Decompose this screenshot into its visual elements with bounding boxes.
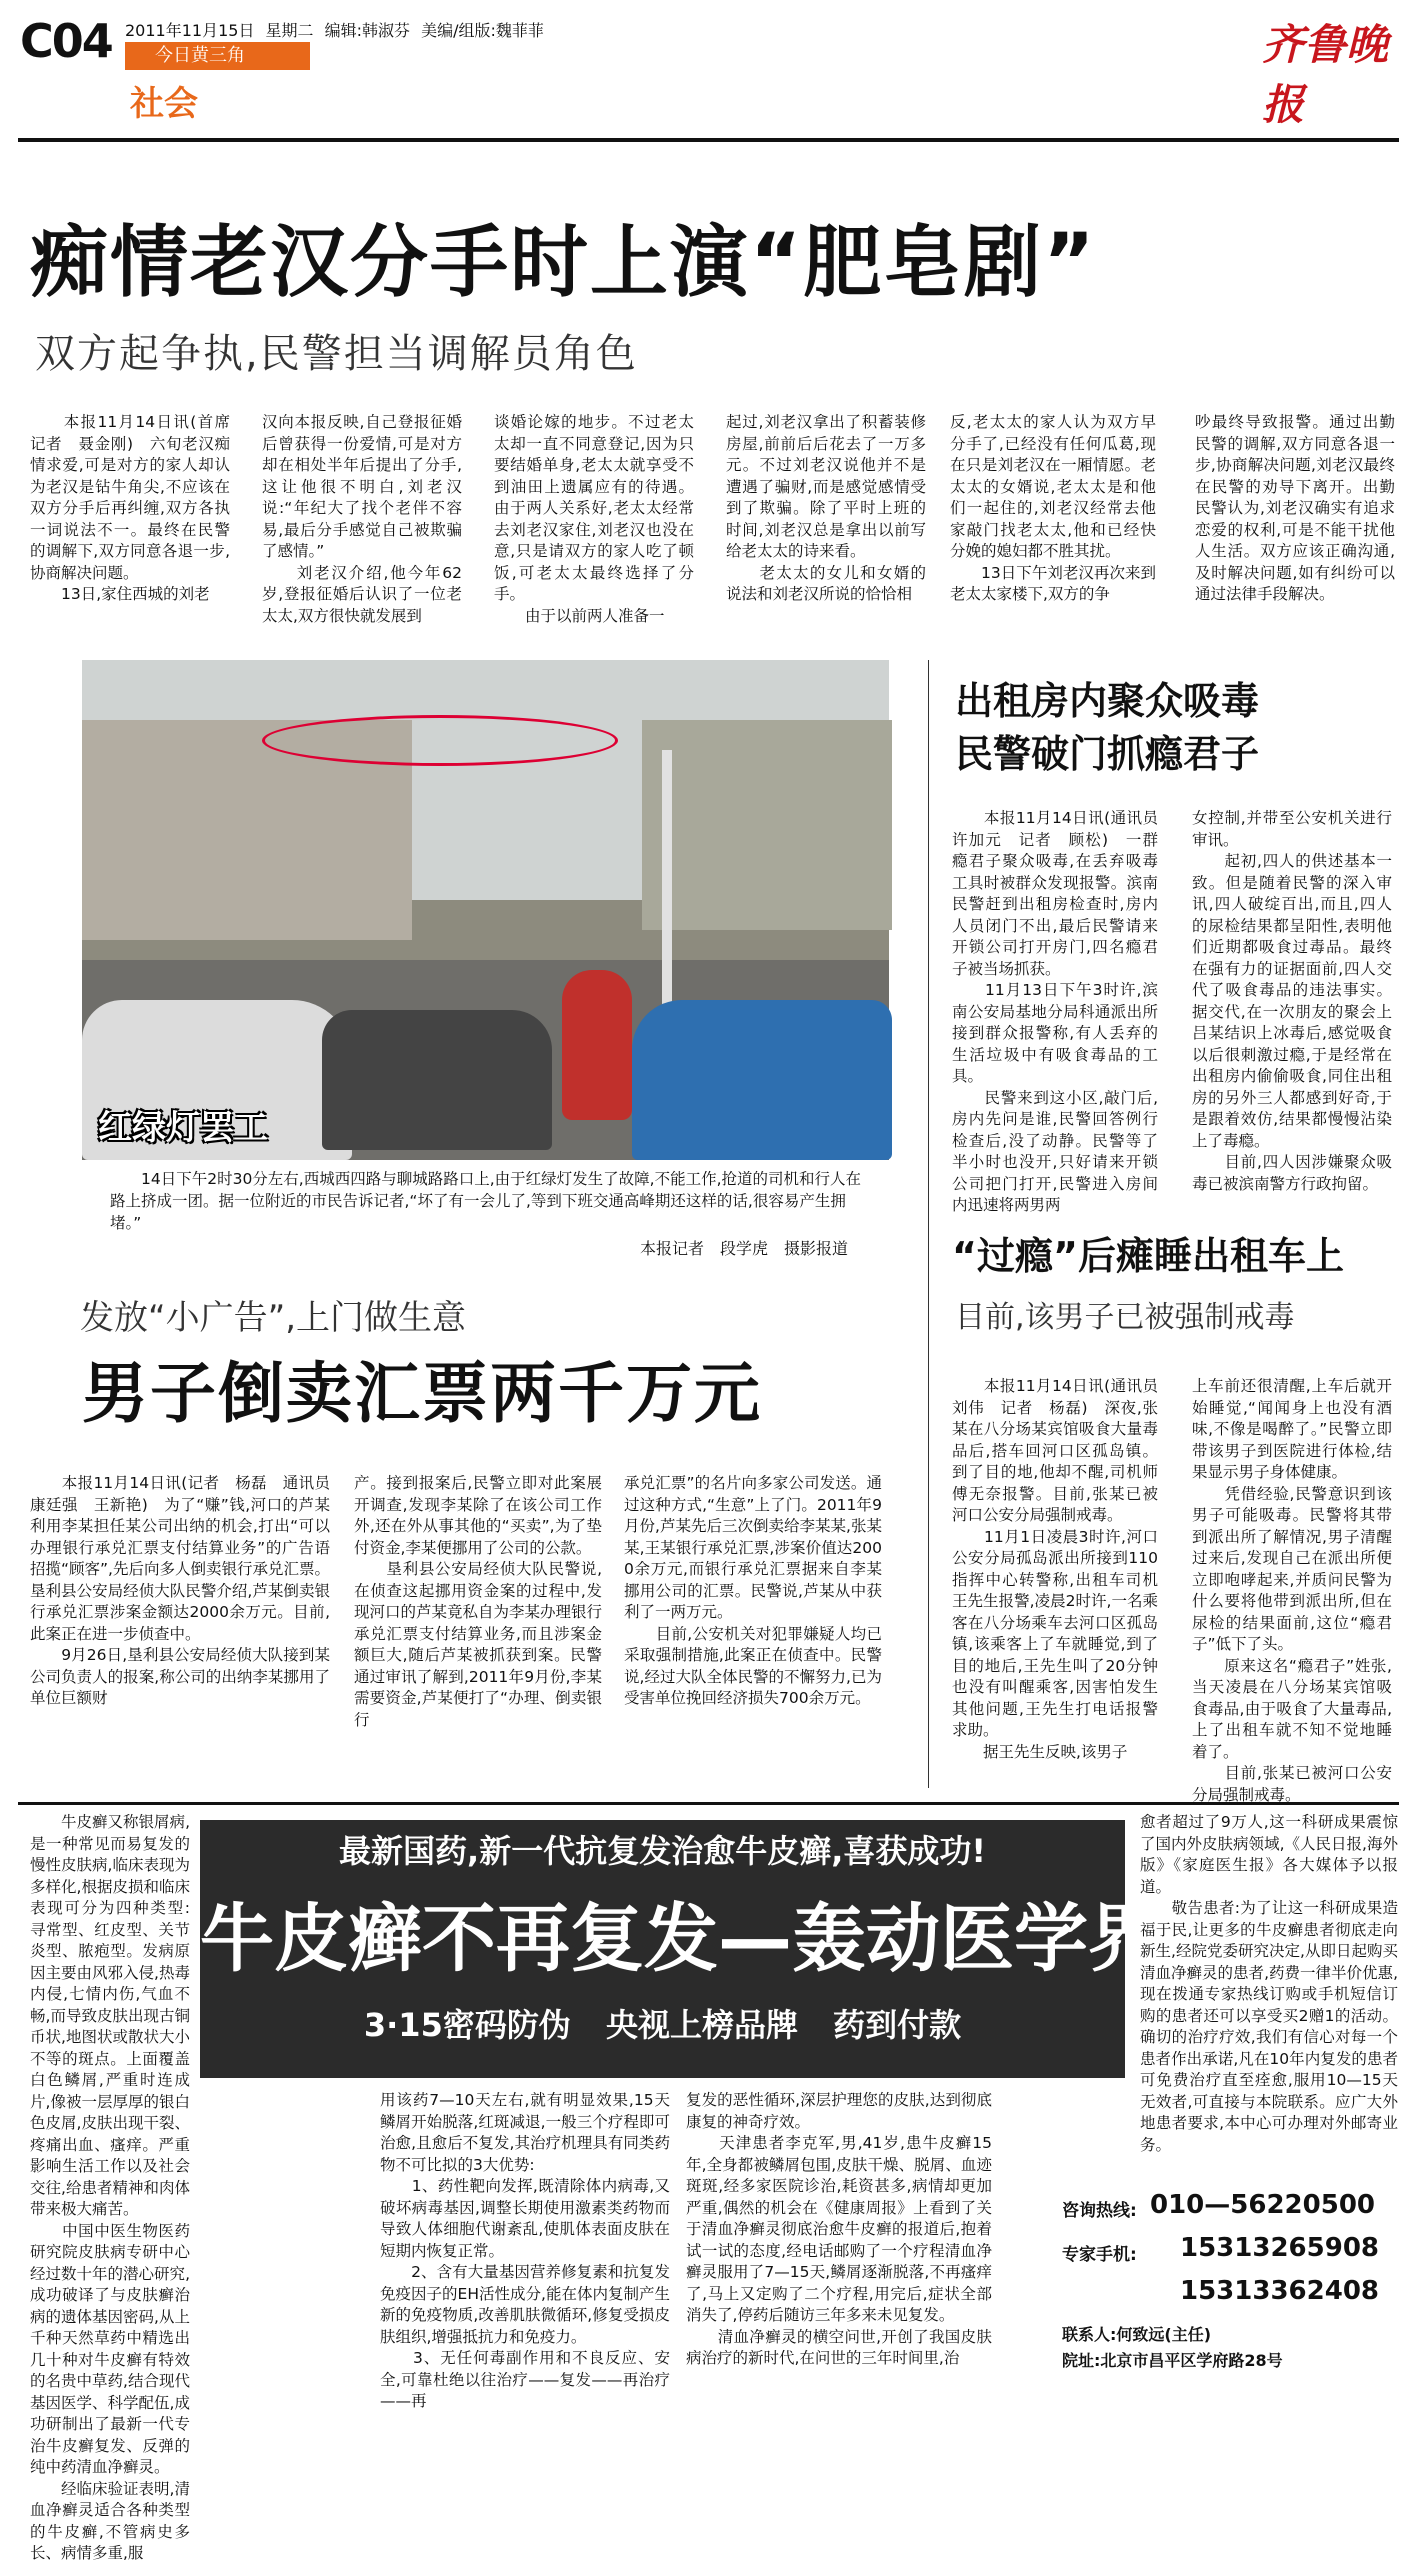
lead-column-4: 起过,刘老汉拿出了积蓄装修房屋,前前后后花去了一万多元。不过刘老汉说他并不是遭遇了骗财,而是感觉感情受到了欺骗。除了平时上班的时间,刘老汉总是拿出以前写给老太太的诗来看。 老太太的女儿和女婿的说法和刘老汉所说的恰恰相	[726, 413, 926, 603]
photo-credit: 本报记者 段学虎 摄影报道	[640, 1239, 849, 1258]
clinic-address: 院址:北京市昌平区学府路28号	[1062, 2351, 1283, 2370]
contact-person: 联系人:何致远(主任)	[1062, 2325, 1212, 2344]
story2-headline-line1: 出租房内聚众吸毒	[955, 679, 1260, 723]
story4-column-2: 产。接到报案后,民警立即对此案展开调查,发现李某除了在该公司工作外,还在外从事其他的“买卖”,为了垫付资金,李某便挪用了公司的公款。 垦利县公安局经侦大队民警说,在侦查这起挪用资金案的过程中,发现河口的芦某竟私自为李某办理银行承兑汇票支付结算业务,而且涉案金额巨大,随后芦某被抓获到案。民警通过审讯了解到,2011年9月份,李某需要资金,芦某便打了“办理、倒卖银行	[354, 1474, 603, 1729]
page-code: C04	[20, 14, 112, 68]
header-rule	[18, 138, 1399, 142]
lead-column-2: 汉向本报反映,自己登报征婚后曾获得一份爱情,可是对方却在相处半年后提出了分手,这让他很不明白,刘老汉说:“年纪大了找个老伴不容易,最后分手感觉自己被欺骗了感情。” 刘老汉介绍,他今年62岁,登报征婚后认识了一位老太太,双方很快就发展到	[262, 413, 462, 625]
ad-left-text: 牛皮癣又称银屑病,是一种常见而易复发的慢性皮肤病,临床表现为多样化,根据皮损和临床表现可分为四种类型:寻常型、红皮型、关节炎型、脓疱型。发病原因主要由风邪入侵,热毒内侵,七情内伤,气血不畅,而导致皮肤出现古铜币状,地图状或散状大小不等的斑点。上面覆盖白色鳞屑,严重时连成片,像被一层厚厚的银白色皮屑,皮肤出现干裂、疼痛出血、瘙痒。严重影响生活工作以及社会交往,给患者精神和肉体带来极大痛苦。 中国中医生物医药研究院皮肤病专研中心经过数十年的潜心研究,成功破译了与皮肤癣治病的遗体基因密码,从上千种天然草药中精选出几十种对牛皮癣有特效的名贵中草药,结合现代基因医学、科学配伍,成功研制出了最新一代专治牛皮癣复发、反弹的纯中药清血净癣灵。 经临床验证表明,清血净癣灵适合各种类型的牛皮癣,不管病史多长、病情多重,服	[30, 1813, 190, 2562]
mobile-number-2: 15313362408	[1180, 2276, 1379, 2306]
story4-column-3: 承兑汇票”的名片向多家公司发送。通过这种方式,“生意”上了门。2011年9月份,芦某先后三次倒卖给李某某,张某某,王某银行承兑汇票,涉案价值达2000余万元,而银行承兑汇票据来自李某挪用公司的汇票。民警说,芦某从中获利了一两万元。 目前,公安机关对犯罪嫌疑人均已采取强制措施,此案正在侦查中。民警说,经过大队全体民警的不懈努力,已为受害单位挽回经济损失700余万元。	[624, 1474, 882, 1707]
section-tag: 今日黄三角	[125, 42, 310, 70]
story3-column-1: 本报11月14日讯(通讯员 刘伟 记者 杨磊) 深夜,张某在八分场某宾馆吸食大量毒品后,搭车回河口区孤岛镇。到了目的地,他却不醒,司机师傅无奈报警。目前,张某已被河口公安分局强制戒毒。 11月1日凌晨3时许,河口公安分局孤岛派出所接到110指挥中心转警称,出租车司机王先生报警,凌晨2时许,一名乘客在八分场乘车去河口区孤岛镇,该乘客上了车就睡觉,到了目的地后,王先生叫了20分钟也没有叫醒乘客,因害怕发生其他问题,王先生打电话报警求助。 据王先生反映,该男子	[952, 1377, 1158, 1761]
ad-middle-text-2: 复发的恶性循环,深层护理您的皮肤,达到彻底康复的神奇疗效。 天津患者李克军,男,41岁,患牛皮癣15年,全身都被鳞屑包围,皮肤干燥、脱屑、血迹斑斑,经多家医院诊治,耗资甚多,病情却更加严重,偶然的机会在《健康周报》上看到了关于清血净癣灵彻底治愈牛皮癣的报道后,抱着试一试的态度,经电话邮购了一个疗程清血净癣灵服用了7—15天,鳞屑逐渐脱落,不再瘙痒了,马上又定购了二个疗程,用完后,症状全部消失了,停药后随访三年多来未见复发。 清血净癣灵的横空问世,开创了我国皮肤病治疗的新时代,在问世的三年时间里,治	[686, 2091, 992, 2367]
photo-caption: 红绿灯罢工	[98, 1108, 268, 1148]
hotline-label: 咨询热线:	[1062, 2201, 1137, 2221]
lead-subhead: 双方起争执,民警担当调解员角色	[35, 331, 638, 377]
issue-meta: 2011年11月15日 星期二 编辑:韩淑芬 美编/组版:魏菲菲	[125, 21, 544, 40]
story2-headline-line2: 民警破门抓瘾君子	[955, 732, 1260, 776]
mobile-label: 专家手机:	[1062, 2245, 1137, 2265]
story2-column-2: 女控制,并带至公安机关进行审讯。 起初,四人的供述基本一致。但是随着民警的深入审讯,四人破绽百出,而且,四人的尿检结果都呈阳性,表明他们近期都吸食过毒品。最终在强有力的证据面前,四人交代了吸食毒品的违法事实。据交代,在一次朋友的聚会上吕某结识上冰毒后,感觉吸食以后很刺激过瘾,于是经常在出租房内偷偷吸食,同住出租房的另外三人都感到好奇,于是跟着效仿,结果都慢慢沾染上了毒瘾。 目前,四人因涉嫌聚众吸毒已被滨南警方行政拘留。	[1192, 809, 1392, 1193]
ad-banner-main: 牛皮癣不再复发—轰动医学界	[200, 1896, 1162, 1982]
story4-headline: 男子倒卖汇票两千万元	[82, 1355, 762, 1432]
ad-middle-text-1: 用该药7—10天左右,就有明显效果,15天鳞屑开始脱落,红斑减退,一般三个疗程即可治愈,且愈后不复发,其治疗机理具有同类药物不可比拟的3大优势: 1、药性靶向发挥,既清除体内病毒,又破坏病毒基因,调整长期使用激素类药物而导致人体细胞代谢紊乱,使肌体表面皮肤在短期内恢复正常。 2、含有大量基因营养修复素和抗复发免疫因子的EH活性成分,能在体内复制产生新的免疫物质,改善肌肤微循环,修复受损皮肤组织,增强抵抗力和免疫力。 3、无任何毒副作用和不良反应、安全,可靠杜绝以往治疗——复发——再治疗——再	[380, 2091, 670, 2410]
ad-banner-top: 最新国药,新一代抗复发治愈牛皮癣,喜获成功!	[339, 1832, 986, 1870]
section-title: 社会	[130, 84, 198, 124]
ad-banner-foot: 3·15密码防伪 央视上榜品牌 药到付款	[363, 2006, 962, 2044]
story3-column-2: 上车前还很清醒,上车后就开始睡觉,“闻闻身上也没有酒味,不像是喝醉了。”民警立即带该男子到医院进行体检,结果显示男子身体健康。 凭借经验,民警意识到该男子可能吸毒。民警将其带到派出所了解情况,男子清醒过来后,发现自己在派出所便立即咆哮起来,并质问民警为什么要将他带到派出所,但在尿检的结果面前,这位“瘾君子”低下了头。 原来这名“瘾君子”姓张,当天凌晨在八分场某宾馆吸食毒品,由于吸食了大量毒品,上了出租车就不知不觉地睡着了。 目前,张某已被河口公安分局强制戒毒。	[1192, 1377, 1392, 1804]
lead-column-3: 谈婚论嫁的地步。不过老太太却一直不同意登记,因为只要结婚单身,老太太就享受不到油田上遗属应有的待遇。由于两人关系好,老太太经常去刘老汉家住,刘老汉也没在意,只是请双方的家人吃了顿饭,可老太太最终选择了分手。 由于以前两人准备一	[494, 413, 694, 625]
traffic-light-highlight	[262, 715, 618, 766]
story4-column-1: 本报11月14日讯(记者 杨磊 通讯员 康廷强 王新艳) 为了“赚”钱,河口的芦某利用李某担任某公司出纳的机会,打出“可以办理银行承兑汇票支付结算业务”的广告语招揽“顾客”,先后向多人倒卖银行承兑汇票。垦利县公安局经侦大队民警介绍,芦某倒卖银行承兑汇票涉案金额达2000余万元。目前,此案正在进一步侦查中。 9月26日,垦利县公安局经侦大队接到某公司负责人的报案,称公司的出纳李某挪用了单位巨额财	[30, 1474, 330, 1707]
lead-column-6: 吵最终导致报警。通过出勤民警的调解,双方同意各退一步,协商解决问题,刘老汉最终在民警的劝导下离开。出勤民警认为,刘老汉确实有追求恋爱的权利,可是不能干扰他人生活。双方应该正确沟通,及时解决问题,如有纠纷可以通过法律手段解决。	[1195, 413, 1395, 603]
lead-headline: 痴情老汉分手时上演“肥皂剧”	[30, 218, 1097, 308]
story3-subhead: 目前,该男子已被强制戒毒	[955, 1300, 1295, 1335]
ad-right-text: 愈者超过了9万人,这一科研成果震惊了国内外皮肤病领域,《人民日报,海外版》《家庭医生报》各大媒体予以报道。 敬告患者:为了让这一科研成果造福于民,让更多的牛皮癣患者彻底走向新生,经院党委研究决定,从即日起购买清血净癣灵的患者,药费一律半价优惠,现在拨通专家热线订购或手机短信订购的患者还可以享受买2赠1的活动。确切的治疗疗效,我们有信心对每一个患者作出承诺,凡在10年内复发的患者可免费治疗直至痊愈,服用10—15天无效者,可直接与本院联系。应广大外地患者要求,本中心可办理对外邮寄业务。	[1140, 1813, 1398, 2154]
hotline-number: 010—56220500	[1150, 2190, 1375, 2220]
column-divider	[928, 660, 929, 1788]
mobile-number-1: 15313265908	[1180, 2233, 1379, 2263]
story3-headline: “过瘾”后瘫睡出租车上	[952, 1234, 1344, 1278]
newspaper-logo: 齐鲁晚报	[1262, 20, 1389, 129]
lead-column-1: 本报11月14日讯(首席记者 聂金刚) 六旬老汉痴情求爱,可是对方的家人却认为老汉是钻牛角尖,不应该在双方分手后再纠缠,双方各执一词说法不一。最终在民警的调解下,双方同意各退一步,协商解决问题。 13日,家住西城的刘老	[30, 413, 230, 603]
photo-note: 14日下午2时30分左右,西城西四路与聊城路路口上,由于红绿灯发生了故障,不能工作,抢道的司机和行人在路上挤成一团。据一位附近的市民告诉记者,“坏了有一会儿了,等到下班交通高峰期还这样的话,很容易产生拥堵。”	[110, 1170, 862, 1232]
traffic-photo	[82, 660, 889, 1160]
lead-column-5: 反,老太太的家人认为双方早分手了,已经没有任何瓜葛,现在只是刘老汉在一厢情愿。老太太的女婿说,老太太是和他们一起住的,刘老汉经常去他家敲门找老太太,他和已经快分娩的媳妇都不胜其扰。 13日下午刘老汉再次来到老太太家楼下,双方的争	[950, 413, 1156, 603]
story2-column-1: 本报11月14日讯(通讯员 许加元 记者 顾松) 一群瘾君子聚众吸毒,在丢弃吸毒工具时被群众发现报警。滨南民警赶到出租房检查时,房内人员闭门不出,最后民警请来开锁公司打开房门,四名瘾君子被当场抓获。 11月13日下午3时许,滨南公安局基地分局科通派出所接到群众报警称,有人丢弃的生活垃圾中有吸食毒品的工具。 民警来到这小区,敲门后,房内先问是谁,民警回答例行检查后,没了动静。民警等了半小时也没开,只好请来开锁公司把门打开,民警进入房间内迅速将两男两	[952, 809, 1158, 1214]
story4-kicker: 发放“小广告”,上门做生意	[80, 1298, 467, 1338]
